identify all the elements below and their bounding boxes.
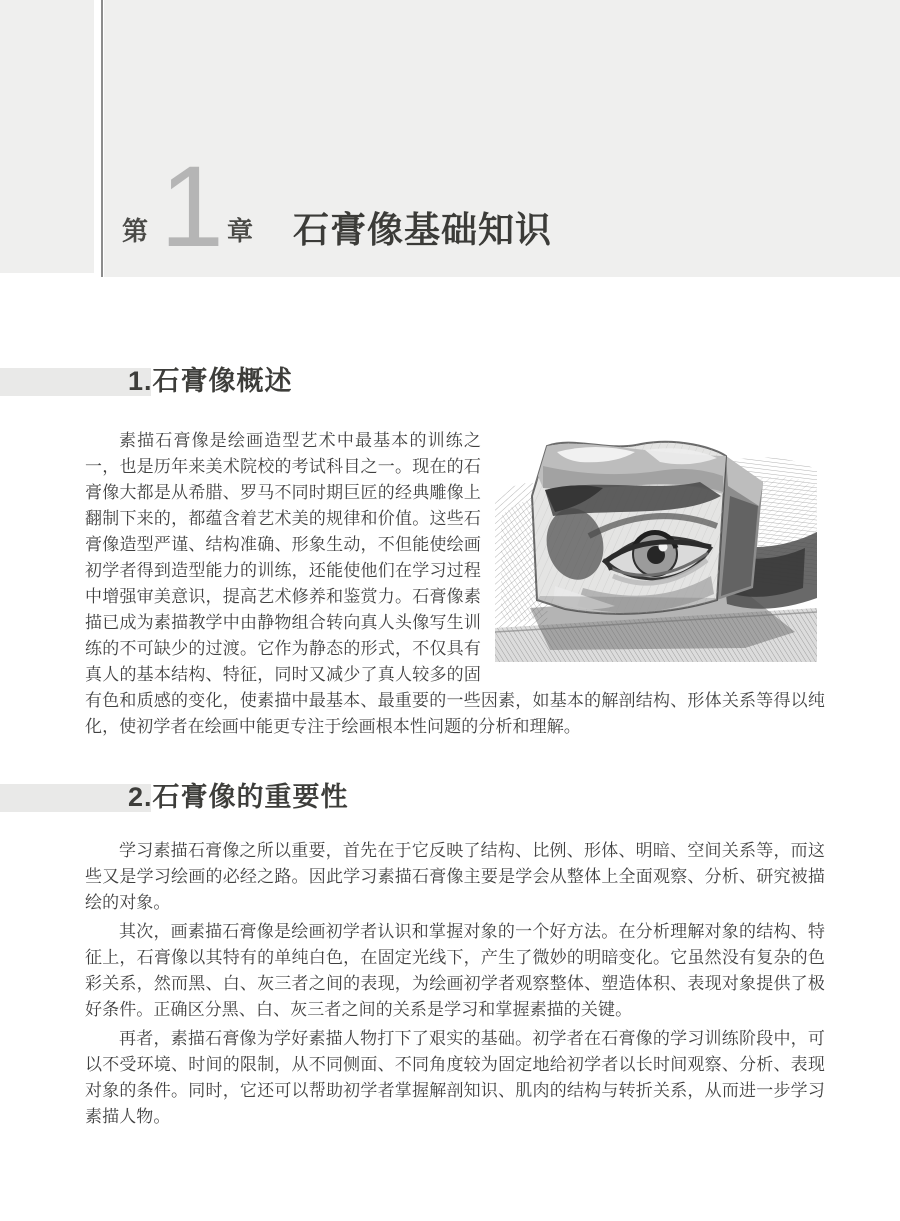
section2-paragraph: 再者，素描石膏像为学好素描人物打下了艰实的基础。初学者在石膏像的学习训练阶段中，可以不受环境、时间的限制，从不同侧面、不同角度较为固定地给初学者以长时间观察、分析、表现对象的条件。同时，它还可以帮助初学者掌握解剖知识、肌肉的结构与转折关系，从而进一步学习素描人物。 [85, 1029, 825, 1126]
section2-heading: 2.石膏像的重要性 [128, 782, 349, 812]
eye-sketch-svg [495, 436, 817, 662]
section2-paragraph: 学习素描石膏像之所以重要，首先在于它反映了结构、比例、形体、明暗、空间关系等，而这些又是学习绘画的必经之路。因此学习素描石膏像主要是学会从整体上全面观察、分析、研究被描绘的对象。 [85, 841, 825, 912]
section1-paragraph: 素描石膏像是绘画造型艺术中最基本的训练之一，也是历年来美术院校的考试科目之一。现在的石膏像大都是从希腊、罗马不同时期巨匠的经典雕像上翻制下来的，都蕴含着艺术美的规律和价值。这些石膏像造型严谨、结构准确、形象生动，不但能使绘画初学者得到造型能力的训练，还能使他们在学习过程中增强审美意识，提高艺术修养和鉴赏力。石膏像素描已成为素描教学中由静物组合转向真人头像写生训练的不可缺少的过渡。它作为静态的形式，不仅具有真人的基本结构、特征，同时又减少了真人较多的固有色和质感的变化，使素描中最基本、最重要的一些因素，如基本的解剖结构、形体关系等得以纯化，使初学者在绘画中能更专注于绘画根本性问题的分析和理解。 [85, 431, 825, 736]
plaster-eye-sketch-figure [495, 436, 825, 662]
chapter-number: 1 [160, 143, 224, 271]
chapter-suffix: 章 [227, 216, 254, 246]
banner-vertical-rule [101, 0, 103, 277]
section2-paragraph: 其次，画素描石膏像是绘画初学者认识和掌握对象的一个好方法。在分析理解对象的结构、特征上，石膏像以其特有的单纯白色，在固定光线下，产生了微妙的明暗变化。它虽然没有复杂的色彩关系，然而黑、白、灰三者之间的表现，为绘画初学者观察整体、塑造体积、表现对象提供了极好条件。正确区分黑、白、灰三者之间的关系是学习和掌握素描的关键。 [85, 922, 825, 1019]
banner-left-block [0, 0, 94, 273]
chapter-banner [104, 0, 900, 277]
section2-content [85, 838, 825, 1133]
section1-heading: 1.石膏像概述 [128, 366, 293, 396]
chapter-prefix: 第 [122, 216, 149, 246]
section1-content [85, 428, 825, 743]
chapter-title: 石膏像基础知识 [293, 209, 553, 250]
